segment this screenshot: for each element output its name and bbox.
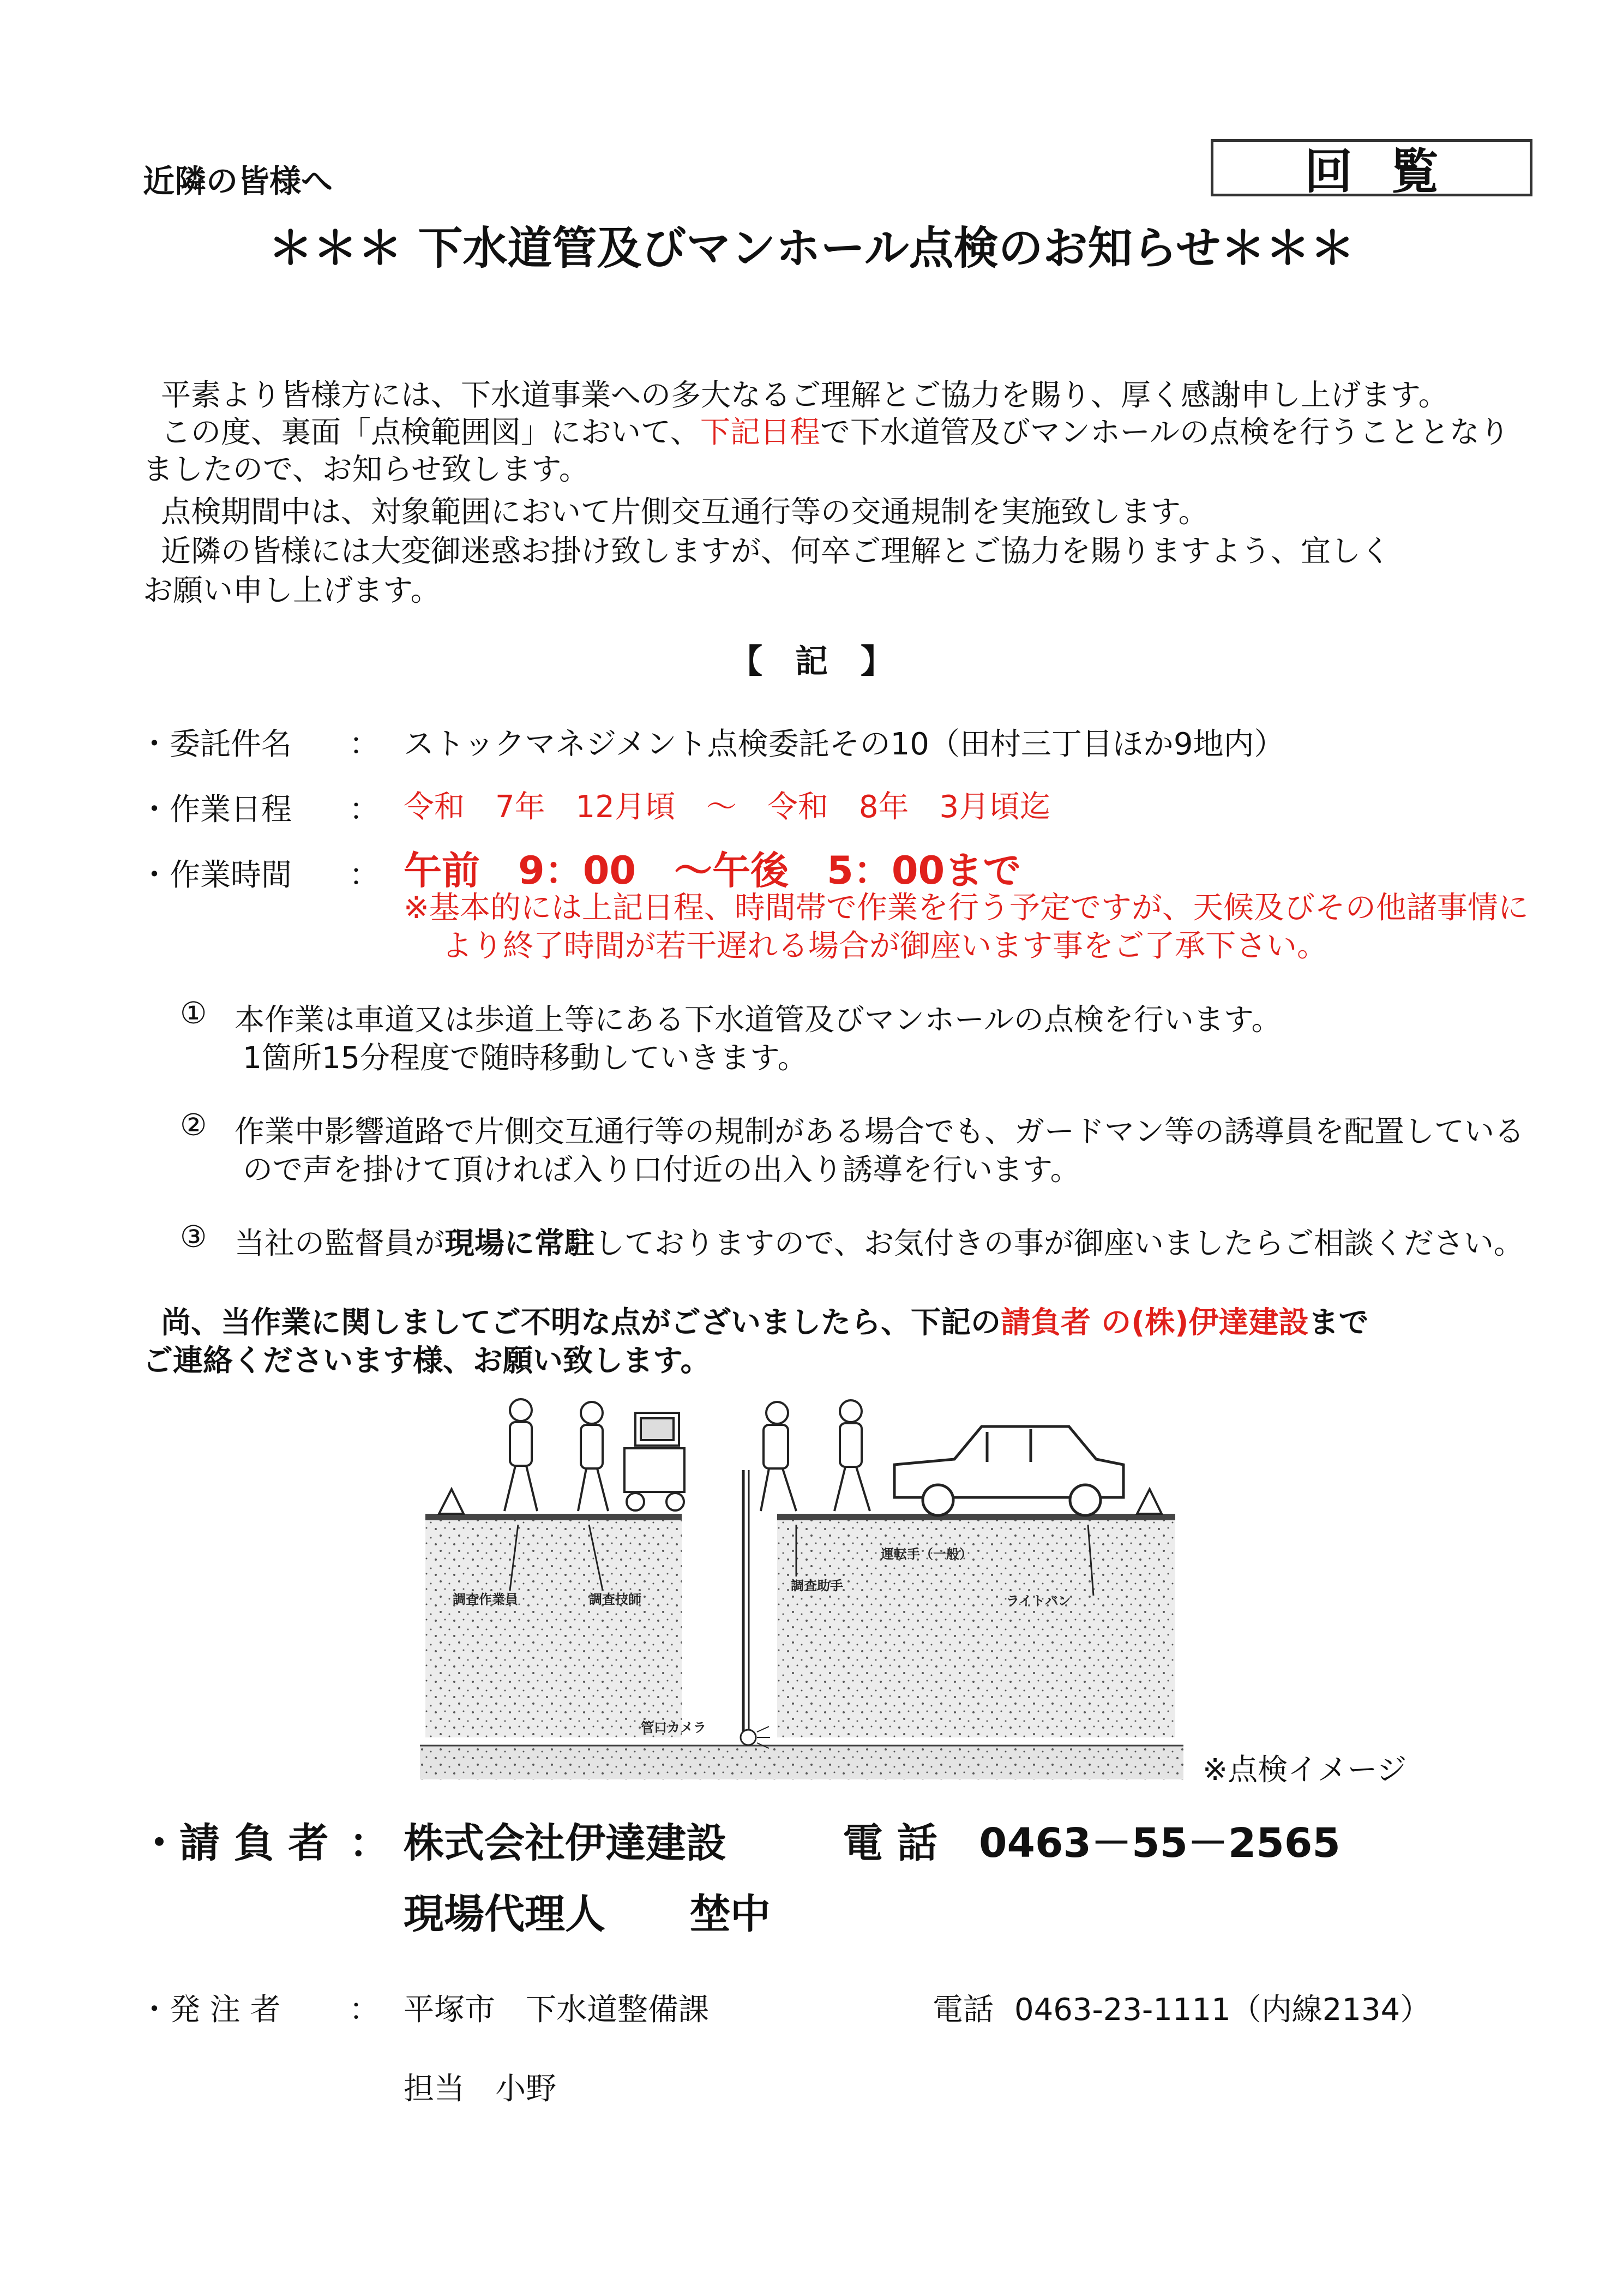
pipe-camera <box>741 1730 756 1745</box>
item-3-pre: 当社の監督員が <box>235 1226 445 1261</box>
worker-figure-3 <box>761 1402 796 1511</box>
client-person: 担当 小野 <box>404 2071 556 2107</box>
item-2-line-1: 作業中影響道路で片側交互通行等の規制がある場合でも、ガードマン等の誘導員を配置している <box>235 1114 1525 1149</box>
notice-post: まで <box>1308 1305 1369 1340</box>
light-van <box>894 1426 1123 1515</box>
notice-pre: 尚、当作業に関しましてご不明な点がございましたら、下記の <box>161 1305 1001 1340</box>
item-1-line-2: 1箇所15分程度で随時移動していきます。 <box>243 1040 808 1075</box>
worker-figure-1 <box>504 1399 537 1511</box>
item-3-post: しておりますので、お気付きの事が御座いましたらご相談ください。 <box>594 1226 1524 1261</box>
contractor-phone: 0463－55－2565 <box>979 1820 1341 1867</box>
client-phone: 0463-23-1111（内線2134） <box>1014 1992 1431 2028</box>
label-assistant: 調査助手 <box>791 1578 843 1593</box>
schedule-colon: ： <box>349 792 380 828</box>
item-3-bold: 現場に常駐 <box>444 1226 595 1261</box>
client-label: ・発 注 者 <box>139 1992 281 2028</box>
time-colon: ： <box>349 858 380 893</box>
item-1-line-1: 本作業は車道又は歩道上等にある下水道管及びマンホールの点検を行います。 <box>235 1002 1282 1037</box>
contract-colon: ： <box>349 727 380 762</box>
label-light-van: ライトバン <box>1006 1593 1071 1609</box>
label-camera: 管口カメラ <box>641 1720 706 1735</box>
circulation-box <box>1211 139 1532 200</box>
intro-line-2-red: 下記日程 <box>700 415 820 449</box>
contractor-label: ・請 負 者 <box>139 1820 329 1867</box>
contractor-phone-label: 電 話 <box>843 1820 937 1867</box>
label-engineer: 調査技師 <box>589 1592 641 1607</box>
notice-red: 請負者 の(株)伊達建設 <box>1001 1305 1309 1340</box>
agent-label: 現場代理人 <box>404 1891 605 1938</box>
time-note-2: より終了時間が若干遅れる場合が御座います事をご了承下さい。 <box>442 928 1327 964</box>
contractor-company: 株式会社伊達建設 <box>404 1820 726 1867</box>
camera-cart <box>624 1413 684 1510</box>
item-2-number: ② <box>180 1107 207 1142</box>
page-title: ＊＊＊ 下水道管及びマンホール点検のお知らせ＊＊＊ <box>268 223 1355 274</box>
item-3-line-1 <box>235 1219 1524 1262</box>
notice-line-2: ご連絡くださいます様、お願い致します。 <box>143 1343 711 1378</box>
intro-line-1: 平素より皆様方には、下水道事業への多大なるご理解とご協力を賜り、厚く感謝申し上げます。 <box>161 377 1448 412</box>
addressee: 近隣の皆様へ <box>143 163 333 200</box>
item-2-line-2: ので声を掛けて頂ければ入り口付近の出入り誘導を行います。 <box>243 1152 1080 1187</box>
traffic-cone-right <box>1137 1489 1162 1514</box>
contractor-colon: ： <box>349 1820 389 1867</box>
intro-line-6: お願い申し上げます。 <box>143 573 441 608</box>
intro-line-4: 点検期間中は、対象範囲において片側交互通行等の交通規制を実施致します。 <box>161 494 1209 529</box>
schedule-label: ・作業日程 <box>139 792 292 828</box>
notice-line-1 <box>161 1298 1368 1341</box>
contract-label: ・委託件名 <box>139 727 292 762</box>
circulation-label: 回覧 <box>1304 143 1477 200</box>
intro-line-2 <box>161 413 1510 451</box>
schedule-value: 令和 7年 12月頃 ～ 令和 8年 3月頃迄 <box>404 789 1051 825</box>
item-3-number: ③ <box>180 1219 207 1254</box>
worker-figure-2 <box>578 1402 608 1511</box>
time-value: 午前 9：00 ～午後 5：00まで <box>404 848 1021 893</box>
label-driver: 運転手（一般） <box>881 1546 972 1562</box>
item-1-number: ① <box>180 996 207 1030</box>
client-phone-label: 電話 <box>933 1992 994 2028</box>
intro-line-3: ましたので、お知らせ致します。 <box>143 452 589 487</box>
ki-heading: 【 記 】 <box>730 643 893 681</box>
client-org: 平塚市 下水道整備課 <box>404 1992 709 2028</box>
time-label: ・作業時間 <box>139 858 292 893</box>
contract-value: ストックマネジメント点検委託その10（田村三丁目ほか9地内） <box>404 727 1285 762</box>
intro-line-2-post: で下水道管及びマンホールの点検を行うこととなり <box>820 415 1510 449</box>
label-worker: 調査作業員 <box>453 1592 518 1607</box>
intro-line-5: 近隣の皆様には大変御迷惑お掛け致しますが、何卒ご理解とご協力を賜りますよう、宜しく <box>161 533 1391 568</box>
worker-figure-4 <box>834 1400 870 1511</box>
illustration-caption: ※点検イメージ <box>1203 1752 1407 1787</box>
inspection-illustration <box>414 1388 1189 1781</box>
client-colon: ： <box>349 1992 380 2028</box>
intro-line-2-pre: この度、裏面「点検範囲図」において、 <box>161 415 700 449</box>
time-note-1: ※基本的には上記日程、時間帯で作業を行う予定ですが、天候及びその他諸事情に <box>404 890 1529 926</box>
traffic-cone-left <box>439 1489 464 1514</box>
agent-name: 埜中 <box>690 1891 771 1938</box>
